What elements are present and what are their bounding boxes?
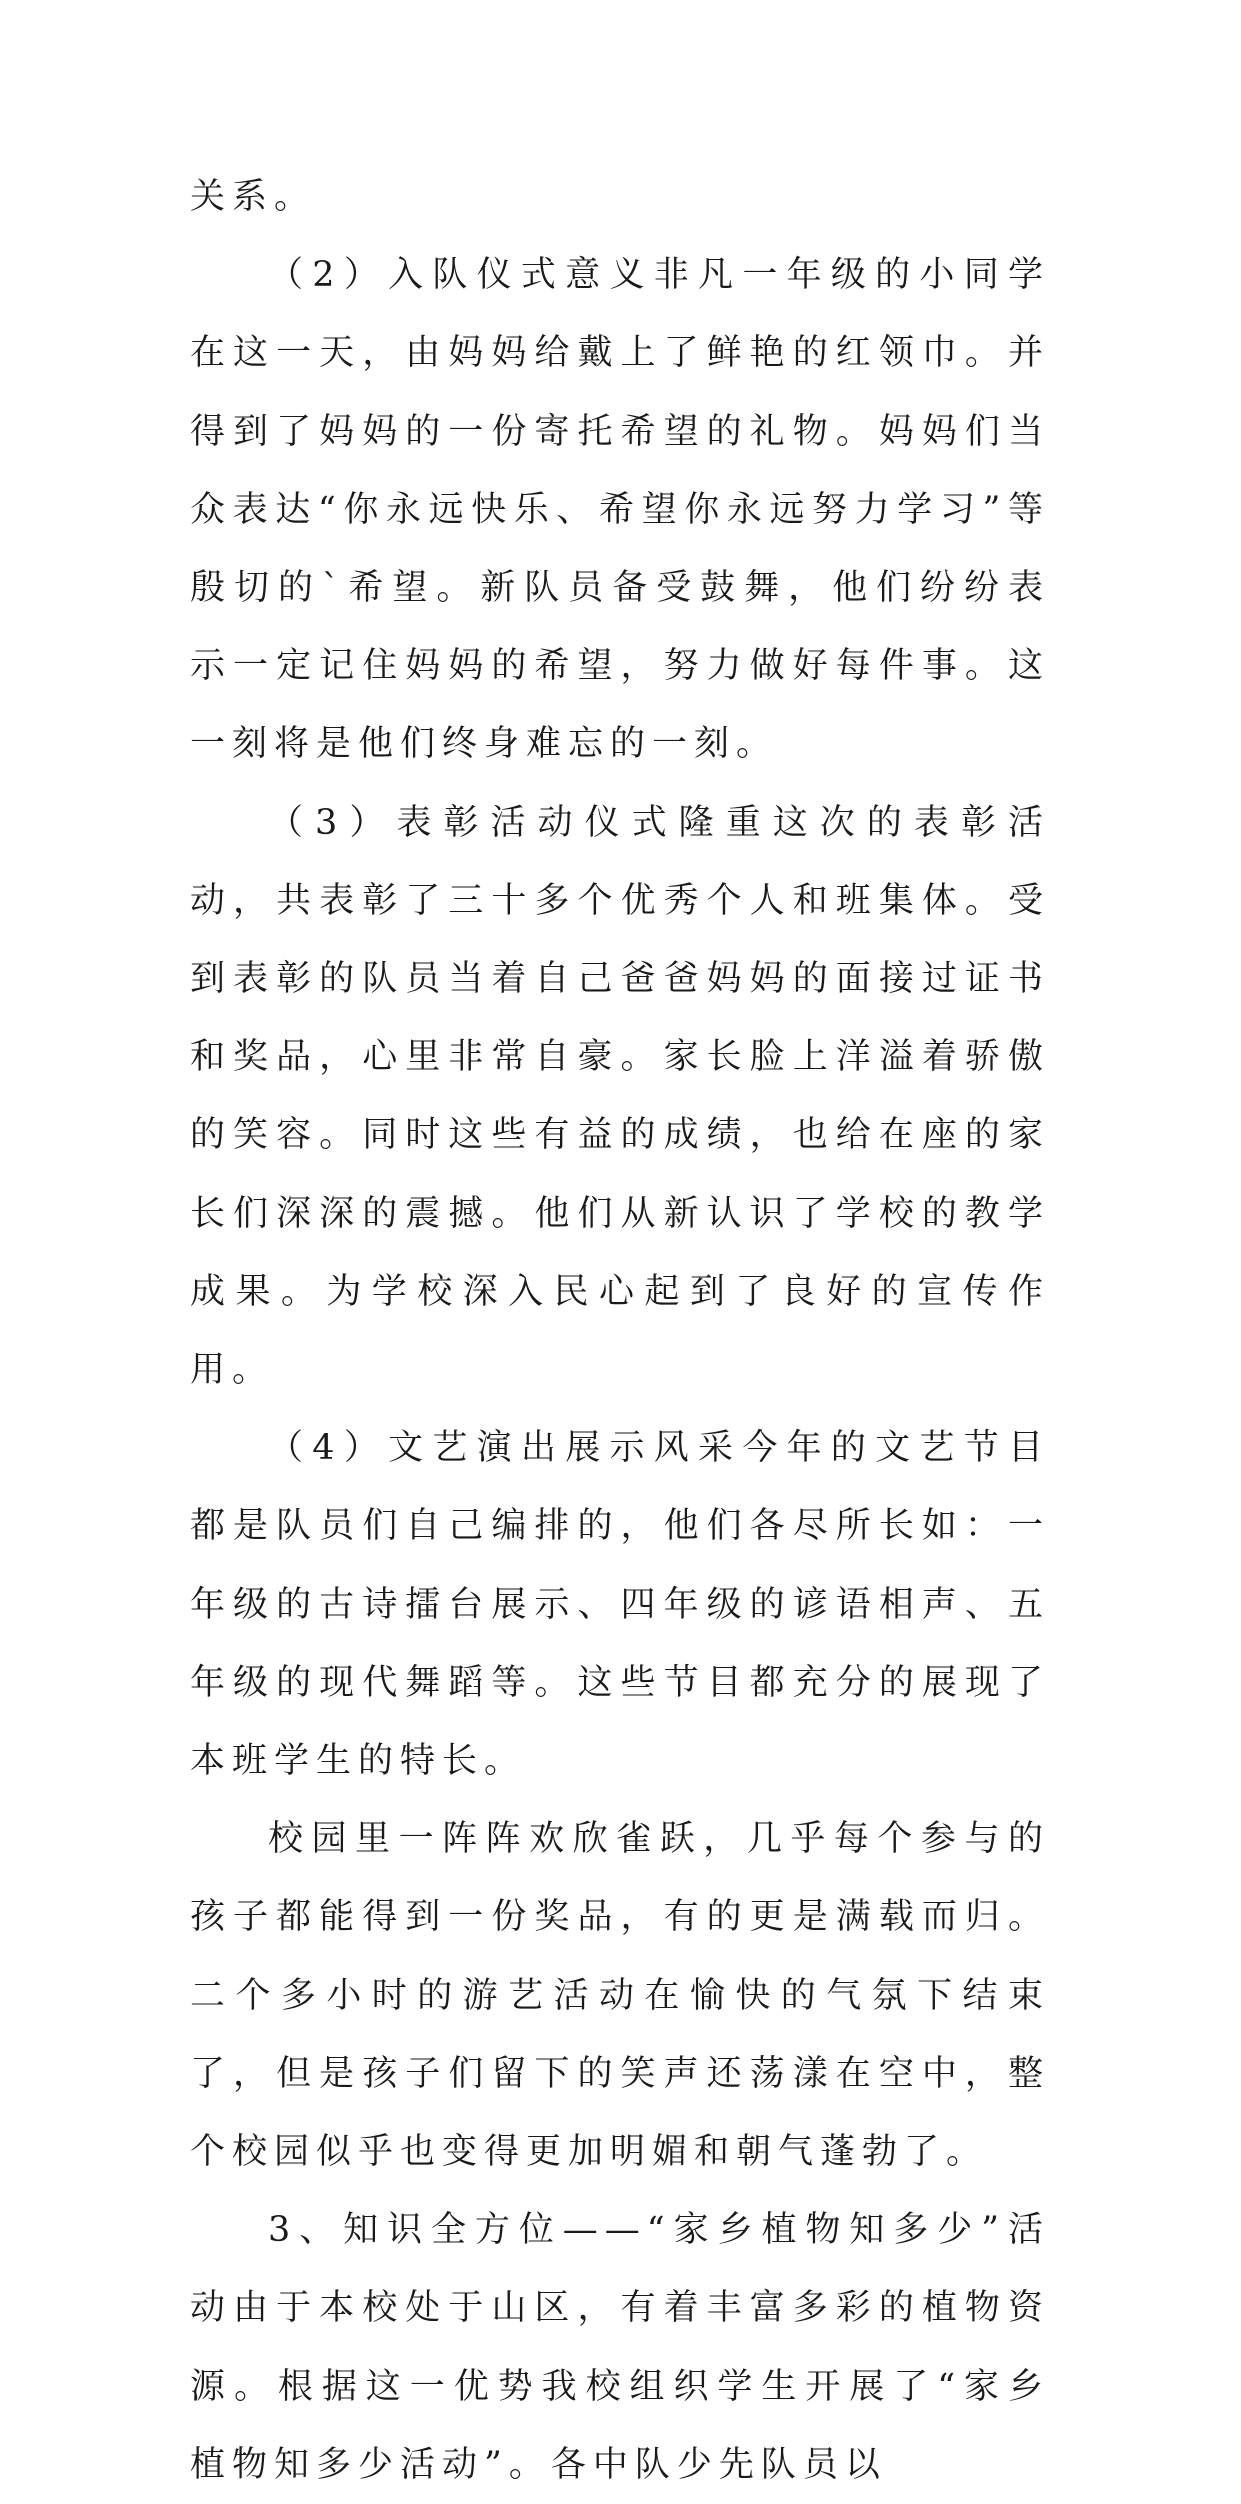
paragraph-performance: （4）文艺演出展示风采今年的文艺节目都是队员们自己编排的，他们各尽所长如：一年级的古诗擂台展示、四年级的谚语相声、五年级的现代舞蹈等。这些节目都充分的展现了本班学生的特长。 [190,1428,1050,1782]
paragraph-commendation: （3）表彰活动仪式隆重这次的表彰活动，共表彰了三十多个优秀个人和班集体。受到表彰的队员当着自己爸爸妈妈的面接过证书和奖品，心里非常自豪。家长脸上洋溢着骄傲的笑容。同时这些有益的成绩，也给在座的家长们深深的震撼。他们从新认识了学校的教学成果。为学校深入民心起到了良好的宣传作用。 [190,802,1050,1391]
paragraph-continuation: 关系。 [190,177,317,217]
paragraph-plants-activity: 3、知识全方位——“家乡植物知多少”活动由于本校处于山区，有着丰富多彩的植物资源。根据这一优势我校组织学生开展了“家乡植物知多少活动”。各中队少先队员以 [190,2210,1050,2485]
paragraph-induction-ceremony: （2）入队仪式意义非凡一年级的小同学在这一天，由妈妈给戴上了鲜艳的红领巾。并得到了妈妈的一份寄托希望的礼物。妈妈们当众表达“你永远快乐、希望你永远努力学习”等殷切的`希望。新队员备受鼓舞，他们纷纷表示一定记住妈妈的希望，努力做好每件事。这一刻将是他们终身难忘的一刻。 [190,255,1050,765]
paragraph-campus: 校园里一阵阵欢欣雀跃，几乎每个参与的孩子都能得到一份奖品，有的更是满载而归。二个多小时的游艺活动在愉快的气氛下结束了，但是孩子们留下的笑声还荡漾在空中，整个校园似乎也变得更加明媚和朝气蓬勃了。 [190,1819,1050,2173]
body-text [190,158,1050,2504]
